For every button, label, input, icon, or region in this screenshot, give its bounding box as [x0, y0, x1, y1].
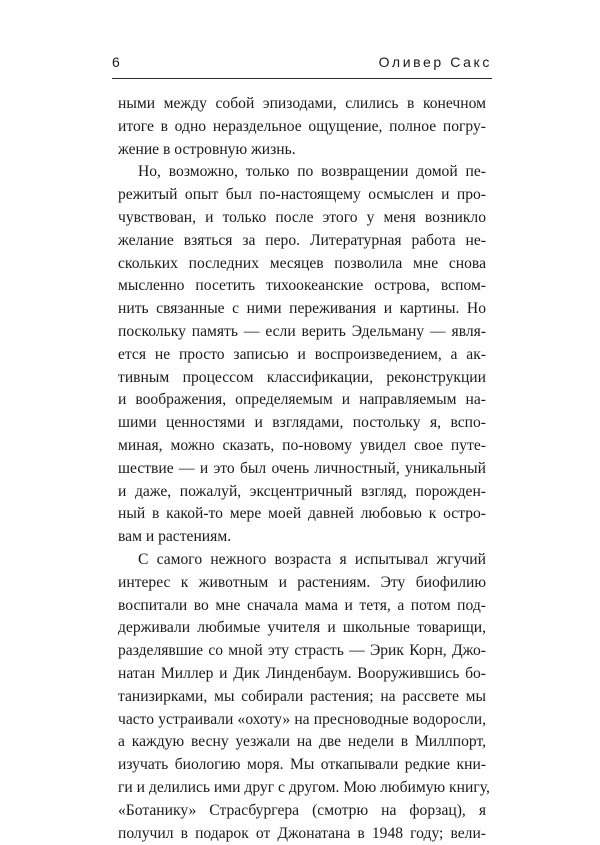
text-line: жение в островную жизнь. — [118, 139, 486, 162]
running-head-author: Оливер Сакс — [379, 54, 492, 70]
text-line: желание взяться за перо. Литературная работа не- — [118, 230, 486, 253]
text-line: а каждую весну уезжали на две недели в Миллпорт, — [118, 731, 486, 754]
text-line: ными между собой эпизодами, слились в конечном — [118, 93, 486, 116]
text-line: мысленно посетить тихоокеанские острова, вспом- — [118, 275, 486, 298]
text-line: чувствован, и только после этого у меня возникло — [118, 207, 486, 230]
page-number: 6 — [112, 54, 120, 70]
text-line: часто устраивали «охоту» на пресноводные водоросли, — [118, 709, 486, 732]
text-line: разделявшие со мной эту страсть — Эрик Корн, Джо- — [118, 640, 486, 663]
text-line: ется не просто записью и воспроизведением, а ак- — [118, 344, 486, 367]
header-rule — [112, 78, 492, 79]
text-line: поскольку память — если верить Эдельману — явля- — [118, 321, 486, 344]
text-line: скольких последних месяцев позволила мне снова — [118, 253, 486, 276]
paragraph — [118, 161, 486, 549]
paragraph — [118, 549, 486, 845]
text-line: натан Миллер и Дик Линденбаум. Вооружившись бо- — [118, 663, 486, 686]
text-line: ный в какой-то мере моей давней любовью к остро- — [118, 503, 486, 526]
text-line: шествие — и это был очень личностный, уникальный — [118, 458, 486, 481]
text-line: получил в подарок от Джонатана в 1948 году; вели- — [118, 823, 486, 845]
text-line: тивным процессом классификации, реконструкции — [118, 367, 486, 390]
text-line: и даже, пожалуй, эксцентричный взгляд, порожден- — [118, 481, 486, 504]
text-line: и воображения, определяемым и направляемым на- — [118, 389, 486, 412]
text-line: изучать биологию моря. Мы откапывали редкие кни- — [118, 754, 486, 777]
text-line: держивали любимые учителя и школьные товарищи, — [118, 617, 486, 640]
text-line: интерес к животным и растениям. Эту биофилию — [118, 572, 486, 595]
text-line: режитый опыт был по-настоящему осмыслен и про- — [118, 184, 486, 207]
text-line: воспитали во мне сначала мама и тетя, а потом под- — [118, 595, 486, 618]
running-head — [112, 54, 492, 76]
text-line: «Ботанику» Страсбургера (смотрю на форзац), я — [118, 800, 486, 823]
text-line: шими ценностями и взглядами, постольку я, вспо- — [118, 412, 486, 435]
text-line: итоге в одно нераздельное ощущение, полное погру- — [118, 116, 486, 139]
text-line: миная, можно сказать, по-новому увидел свое путе- — [118, 435, 486, 458]
text-line: вам и растениям. — [118, 526, 486, 549]
text-line: Но, возможно, только по возвращении домой пе- — [118, 161, 486, 184]
text-line: ги и делились ими друг с другом. Мою любимую книгу, — [118, 777, 486, 800]
text-line: нить связанные с ними переживания и картины. Но — [118, 298, 486, 321]
text-line: С самого нежного возраста я испытывал жгучий — [118, 549, 486, 572]
text-line: танизирками, мы собирали растения; на рассвете мы — [118, 686, 486, 709]
body-text — [118, 93, 486, 845]
paragraph — [118, 93, 486, 161]
